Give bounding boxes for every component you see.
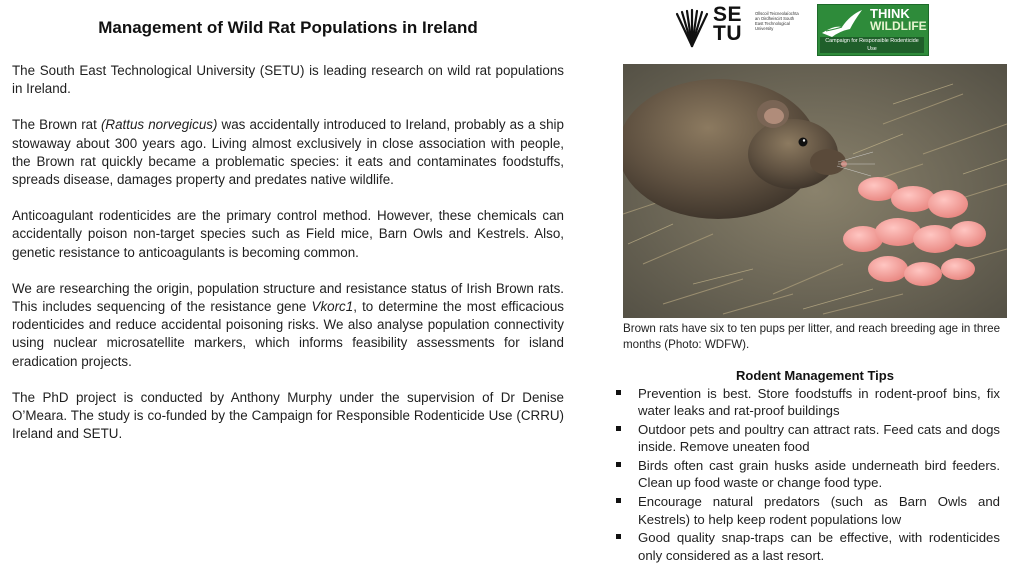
gene-name: Vkorc1 <box>311 299 354 315</box>
species-name: (Rattus norvegicus) <box>100 117 218 133</box>
think-word: THINK <box>870 6 910 21</box>
tips-heading: Rodent Management Tips <box>736 368 894 383</box>
bullet-icon <box>616 462 621 467</box>
tip-item <box>614 529 1000 564</box>
tip-text: Outdoor pets and poultry can attract rats. Feed cats and dogs inside. Remove uneaten food <box>638 422 1000 455</box>
intro-paragraph-4 <box>12 280 564 371</box>
bullet-icon <box>616 390 621 395</box>
think-wildlife-wordmark <box>870 7 927 33</box>
tip-item <box>614 385 1000 420</box>
intro-text-segment: The Brown rat <box>12 117 101 133</box>
tips-list <box>614 385 1000 565</box>
intro-paragraph-3: Anticoagulant rodenticides are the primary control method. However, these chemicals can accidentally poison non-target species such as Field mice, Barn Owls and Kestrels. Also, genetic resistance to anticoagulants is becoming common. <box>12 208 564 260</box>
tip-item <box>614 457 1000 492</box>
tip-text: Encourage natural predators (such as Barn Owls and Kestrels) to help keep rodent populations low <box>638 494 1000 527</box>
intro-text-segment: We are researching the origin, population structure and resistance status of Irish Brown rats. This includes sequencing of the resistance gene <box>12 280 564 315</box>
tip-text: Prevention is best. Store foodstuffs in rodent-proof bins, fix water leaks and rat-proof buildings <box>638 386 1000 419</box>
wildlife-word: WILDLIFE <box>870 19 927 33</box>
setu-wordmark-line2: TU <box>713 22 742 45</box>
bullet-icon <box>616 534 621 539</box>
setu-wordmark <box>713 5 742 43</box>
tip-item <box>614 421 1000 456</box>
think-wildlife-subtitle: Campaign for Responsible Rodenticide Use <box>820 37 924 53</box>
bird-icon <box>820 7 864 41</box>
rat-with-pups-photo <box>623 64 1007 318</box>
intro-text-segment: , to determine the most efficacious rodenticides and reduce accidental poisoning risks. We also analyse population connectivity using nuclear microsatellite markers, which informs feasibility assessments for island eradication projects. <box>12 299 564 369</box>
tip-text: Birds often cast grain husks aside underneath bird feeders. Clean up food waste or change food type. <box>638 458 1000 491</box>
photo-caption: Brown rats have six to ten pups per litter, and reach breeding age in three months (Photo: WDFW). <box>623 322 1001 351</box>
intro-paragraph-2 <box>12 116 564 189</box>
intro-text-segment: was accidentally introduced to Ireland, probably as a ship stowaway about 300 years ago. Living almost exclusively in close association with people, the Brown rat quickly became a problematic species: it eats and contaminates foodstuffs, spreads disease, damages property and predates native wildlife. <box>12 117 564 188</box>
tip-item <box>614 493 1000 528</box>
bullet-icon <box>616 426 621 431</box>
tip-text: Good quality snap-traps can be effective, with rodenticides only considered as a last resort. <box>638 530 1000 563</box>
rat-photo-illustration <box>623 64 1007 318</box>
intro-paragraph-1: The South East Technological University (SETU) is leading research on wild rat populations in Ireland. <box>12 63 564 97</box>
think-wildlife-logo <box>817 4 929 56</box>
setu-university-name: Ollscoil Teicneolaíochta an Oirdheiscirt South East Technological University <box>755 11 799 31</box>
intro-paragraph-5: The PhD project is conducted by Anthony Murphy under the supervision of Dr Denise O’Meara. The study is co-funded by the Campaign for Responsible Rodenticide Use (CRRU) Ireland and SETU. <box>12 389 564 442</box>
bullet-icon <box>616 498 621 503</box>
intro-text <box>12 62 564 443</box>
setu-emblem-icon <box>675 8 709 48</box>
page-title: Management of Wild Rat Populations in Ireland <box>98 18 478 37</box>
setu-wordmark-line1: SE <box>713 3 743 26</box>
setu-logo <box>675 3 799 52</box>
